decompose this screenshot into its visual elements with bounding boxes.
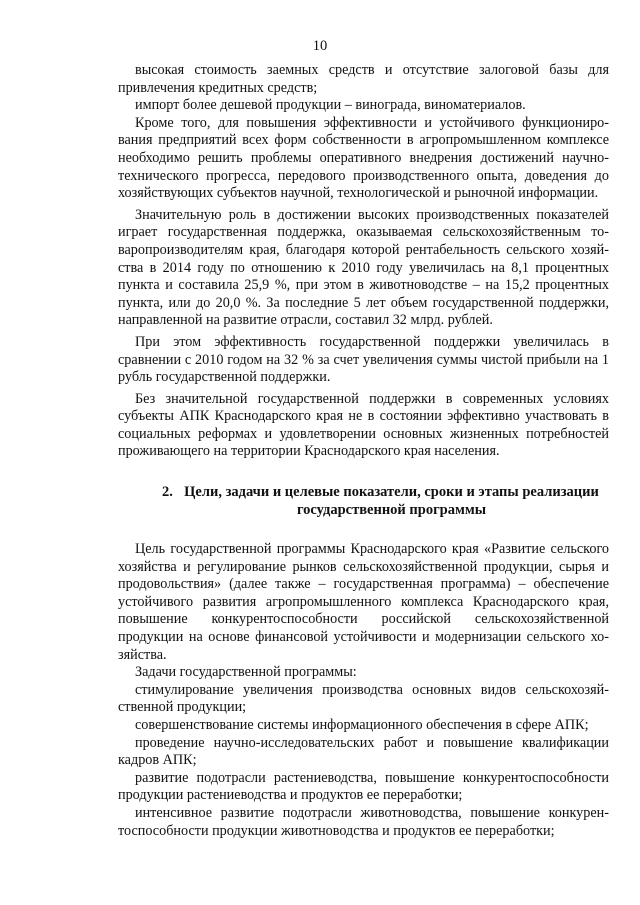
list-item: интенсивное развитие подотрасли животноводства, повышение конкурентоспособности продукции животноводства и продуктов ее переработки; [118,804,609,839]
list-item: стимулирование увеличения производства основных видов сельскохозяйственной продукции; [118,681,609,716]
document-body [118,62,609,840]
paragraph: высокая стоимость заемных средств и отсутствие залоговой базы для привлечения кредитных средств; [118,62,609,96]
paragraph: Задачи государственной программы: [135,664,357,681]
list-item: проведение научно-исследовательских работ и повышение квалификации кадров АПК; [118,734,609,769]
paragraph: импорт более дешевой продукции – винограда, виноматериалов. [135,97,526,114]
section-heading [118,483,609,519]
paragraph: При этом эффективность государственной поддержки увеличилась в сравнении с 2010 годом на 32 % за счет увеличения суммы чистой прибыли на 1 рубль государственной поддержки. [118,333,609,386]
list-item: совершенствование системы информационного обеспечения в сфере АПК; [135,717,589,733]
paragraph: Цель государственной программы Краснодарского края «Развитие сельского хозяйства и регулирование рынков сельскохозяйственной продукции, сырья и продовольствия» (далее также – государственная программа) – обеспечение устойчивого развития агропромышленного комплекса Краснодарского края, повышение конкурентоспособности российской сельскохозяйственной продукции на основе финансовой устойчивости и модернизации сельского хозяйства. [118,541,609,663]
paragraph: Значительную роль в достижении высоких производственных показателей играет государственная поддержка, оказываемая сельскохозяйственным товаропроизводителям края, благодаря которой рентабельность сельского хозяйства в 2014 году по отношению к 2010 году увеличилась на 8,1 процентных пункта и составила 25,9 %, при этом в животноводстве – на 15,2 процентных пункта, или до 20,0 %. За последние 5 лет объем государственной поддержки, направленной на развитие отрасли, составил 32 млрд. рублей. [118,206,609,329]
paragraph: Без значительной государственной поддержки в современных условиях субъекты АПК Краснодарского края не в состоянии эффективно участвовать в социальных реформах и удовлетворении основных жизненных потребностей проживающего на территории Краснодарского края населения. [118,390,609,460]
list-item: развитие подотрасли растениеводства, повышение конкурентоспособности продукции растениеводства и продуктов ее переработки; [118,769,609,804]
page-number: 10 [312,38,328,54]
section-title: Цели, задачи и целевые показатели, сроки и этапы реализации государственной программы [184,484,599,519]
paragraph: Кроме того, для повышения эффективности и устойчивого функционирования предприятий всех форм собственности в агропромышленном комплексе необходимо решить проблемы оперативного внедрения достижений научно-технического прогресса, передового производственного опыта, доведения до хозяйствующих субъектов научной, технологической и рыночной информации. [118,114,609,202]
section-number: 2. [162,484,173,501]
